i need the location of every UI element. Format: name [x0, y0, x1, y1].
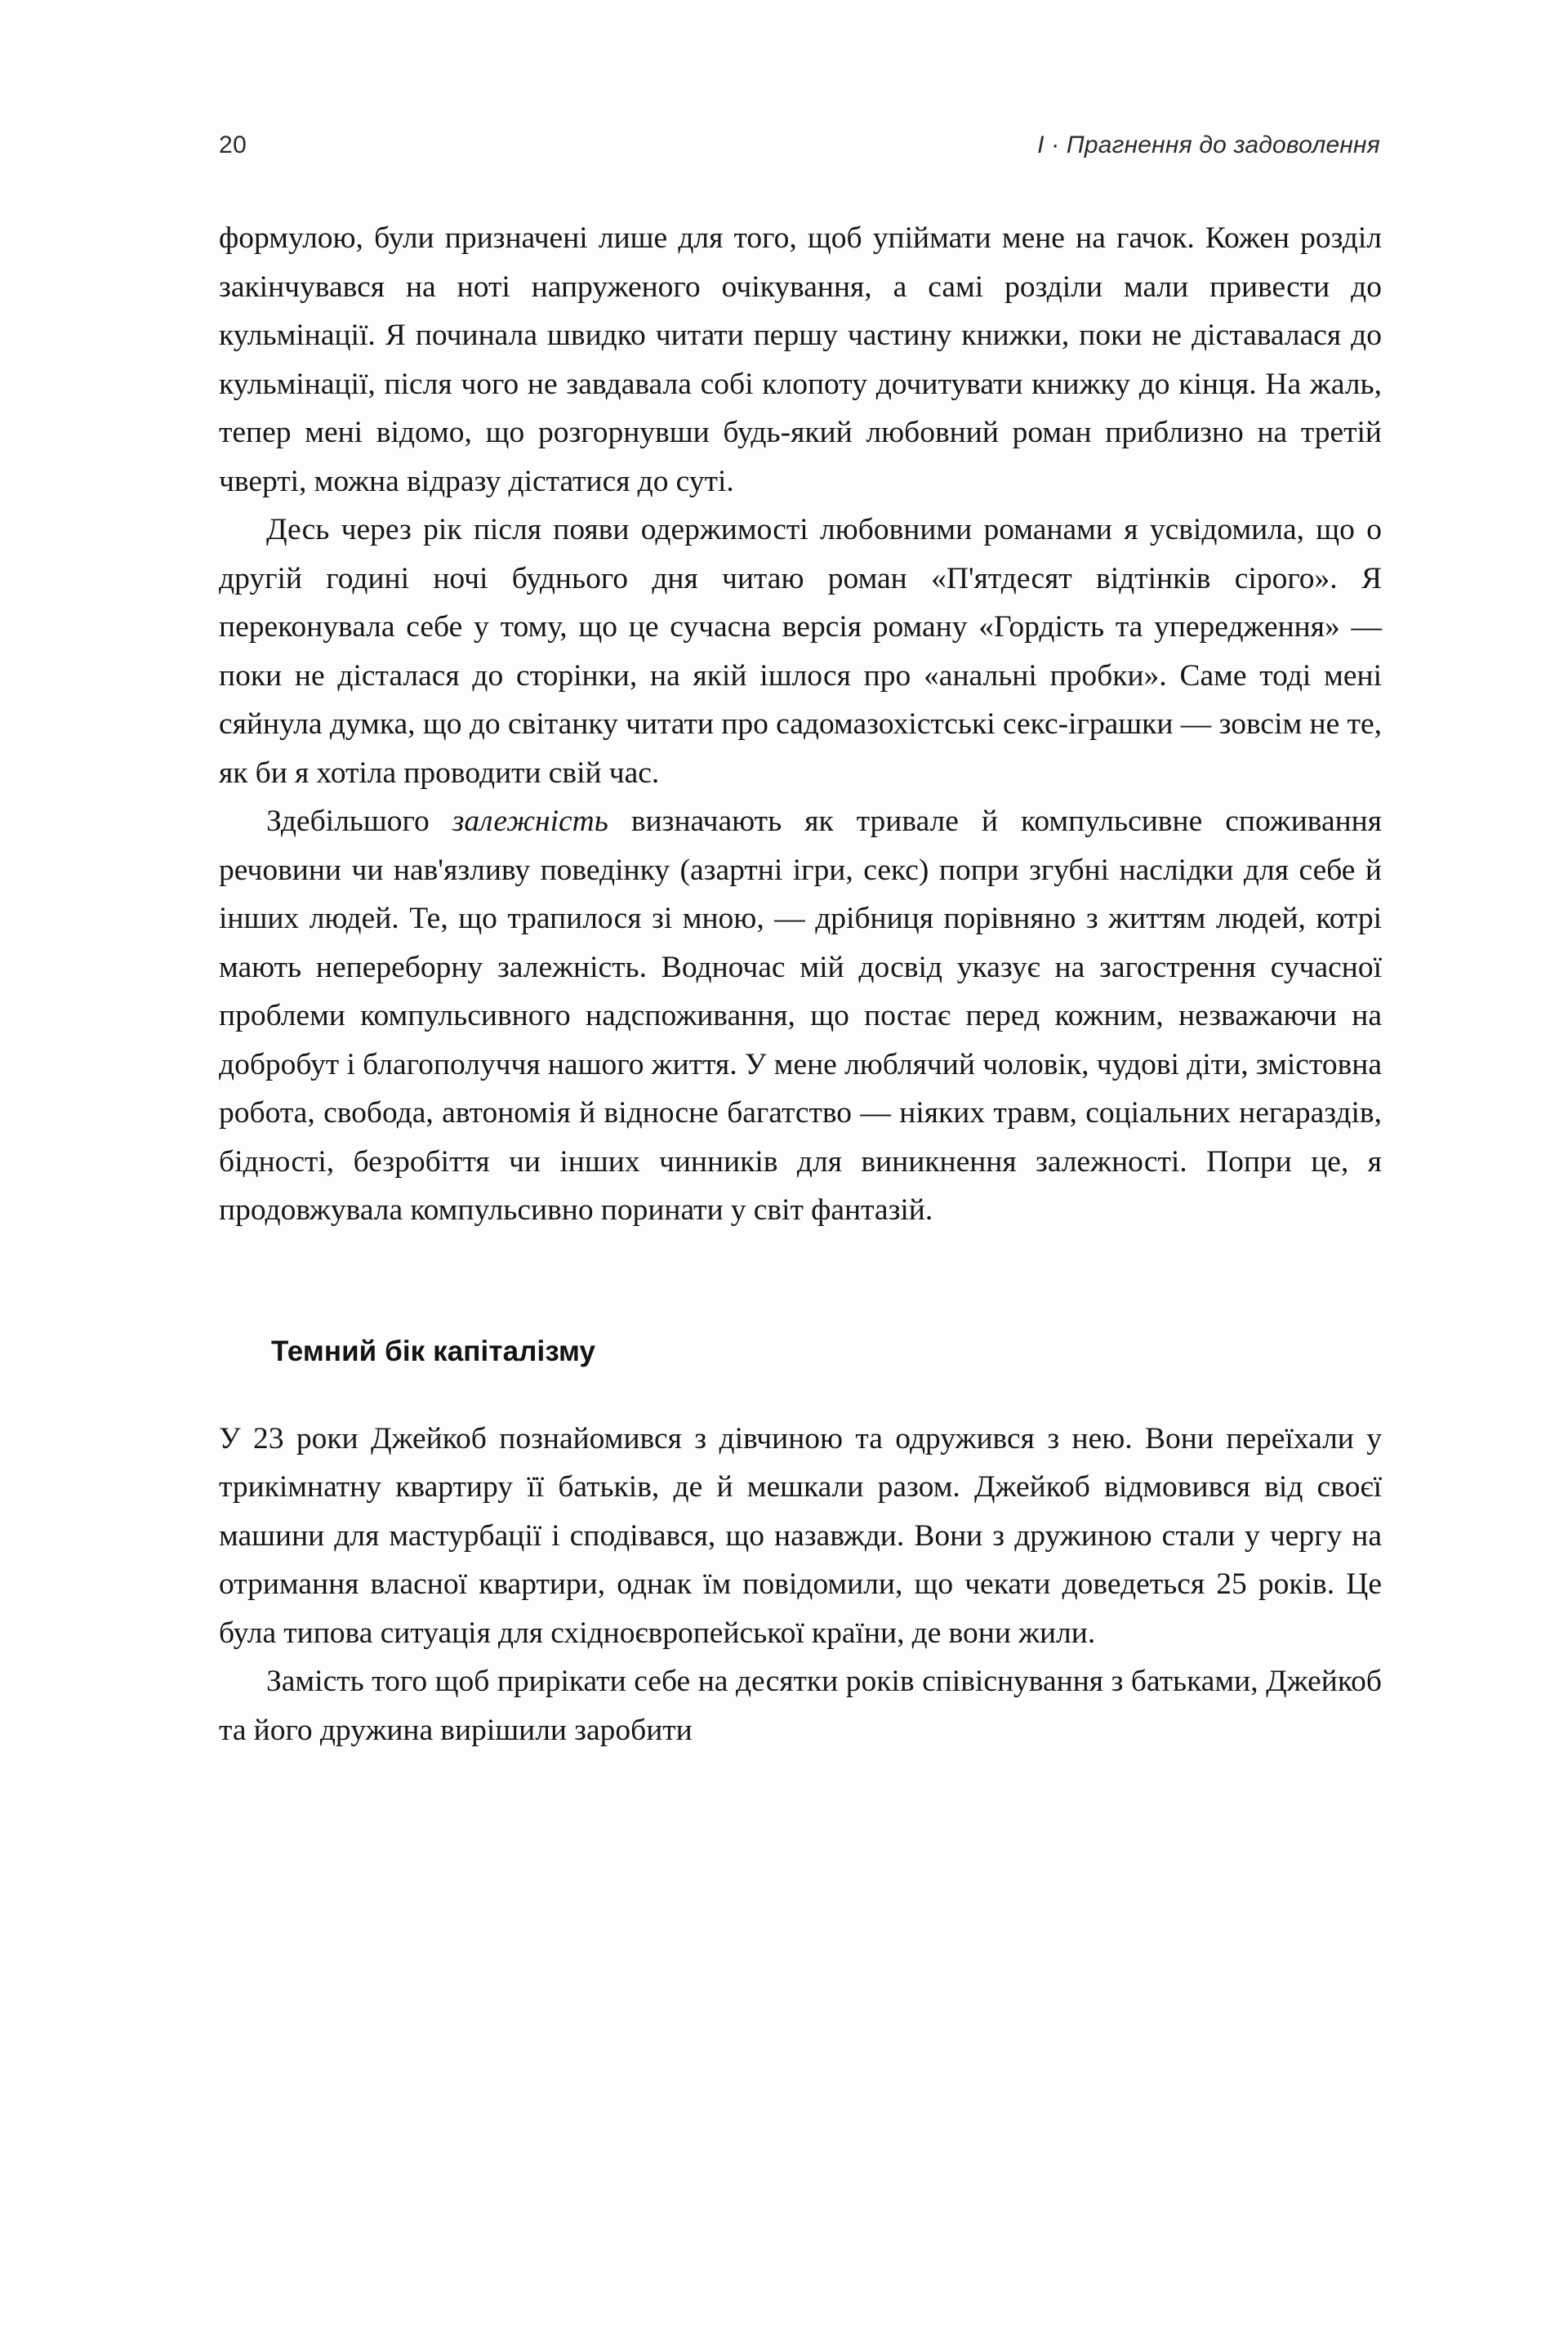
text-block [219, 214, 1382, 1754]
running-title: I · Прагнення до задоволення [1037, 132, 1380, 158]
paragraph-3 [219, 797, 1382, 1235]
heading-spacer [219, 1372, 1382, 1415]
paragraph-3-emphasis: залежність [452, 805, 608, 838]
paragraph-1: формулою, були призначені лише для того, щоб упіймати мене на гачок. Кожен розділ закінчувався на ноті напруженого очікування, а самі розділи мали привести до кульмінації. Я починала швидко читати першу частину книжки, поки не діставалася до кульмінації, після чого не завдавала собі клопоту дочитувати книжку до кінця. На жаль, тепер мені відомо, що розгорнувши будь-який любовний роман приблизно на третій чверті, можна відразу дістатися до суті. [219, 221, 1382, 498]
paragraph-3-part-3: визначають як тривале й компульсивне споживання речовини чи нав'язливу поведінку (азартні ігри, секс) попри згубні наслідки для себе й інших людей. Те, що трапилося зі мною, — дрібниця порівняно з життям людей, котрі мають непереборну залежність. Водночас мій досвід указує на загострення сучасної проблеми компульсивного надспоживання, що постає перед кожним, незважаючи на добробут і благополуччя нашого життя. У мене люблячий чоловік, чудові діти, змістовна робота, свобода, автономія й відносне багатство — ніяких травм, соціальних негараздів, бідності, безробіття чи інших чинників для виникнення залежності. Попри це, я продовжувала компульсивно поринати у світ фантазій. [219, 805, 1382, 1227]
paragraph-4: У 23 роки Джейкоб познайомився з дівчиною та одружився з нею. Вони переїхали у трикімнатну квартиру її батьків, де й мешкали разом. Джейкоб відмовився від своєї машини для мастурбації і сподівався, що назавжди. Вони з дружиною стали у чергу на отримання власної квартири, однак їм повідомили, що чекати доведеться 25 років. Це була типова ситуація для східноєвропейської країни, де вони жили. [219, 1421, 1382, 1650]
running-head [219, 123, 1380, 168]
paragraph-5: Замість того щоб прирікати себе на десятки років співіснування з батьками, Джейкоб та його дружина вирішили заробити [219, 1665, 1382, 1747]
page-number: 20 [219, 132, 247, 158]
paragraph-3-part-1: Здебільшого [266, 805, 452, 838]
section-heading: Темний бік капіталізму [271, 1335, 596, 1367]
paragraph-2: Десь через рік після появи одержимості любовними романами я усвідомила, що о другій годині ночі буднього дня читаю роман «П'ятдесят відтінків сірого». Я переконувала себе у тому, що це сучасна версія роману «Гордість та упередження» — поки не дісталася до сторінки, на якій ішлося про «анальні пробки». Саме тоді мені сяйнула думка, що до світанку читати про садомазохістські секс-іграшки — зовсім не те, як би я хотіла проводити свій час. [219, 513, 1382, 790]
